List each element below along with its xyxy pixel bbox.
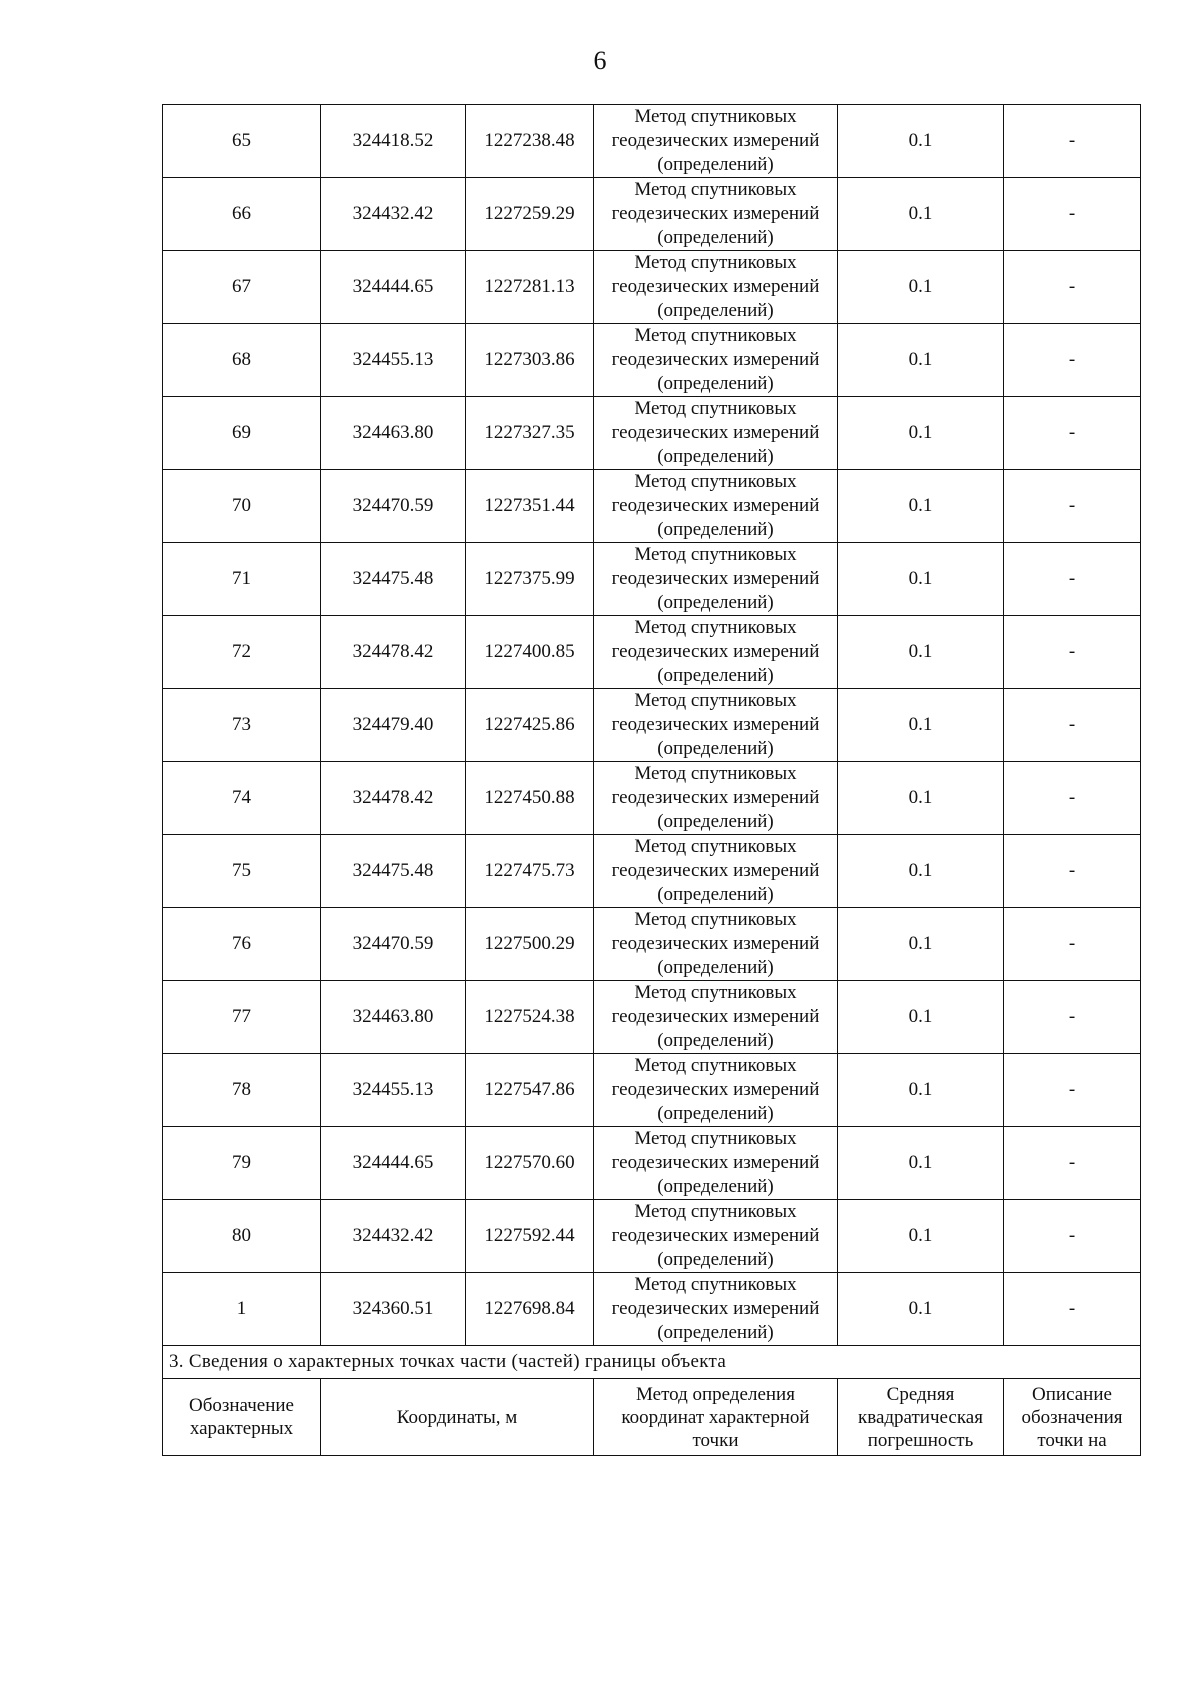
error-cell: 0.1 xyxy=(838,251,1004,324)
table-row xyxy=(163,762,1141,835)
error-cell: 0.1 xyxy=(838,397,1004,470)
method-cell xyxy=(594,251,838,324)
y-coordinate-cell: 1227425.86 xyxy=(466,689,594,762)
method-cell xyxy=(594,616,838,689)
header-coordinates: Координаты, м xyxy=(321,1379,594,1456)
method-line: Метод спутниковых xyxy=(634,763,797,784)
method-cell xyxy=(594,543,838,616)
point-cell: 76 xyxy=(163,908,321,981)
error-cell: 0.1 xyxy=(838,1200,1004,1273)
method-cell xyxy=(594,324,838,397)
error-cell: 0.1 xyxy=(838,543,1004,616)
description-cell: - xyxy=(1004,178,1141,251)
description-cell: - xyxy=(1004,543,1141,616)
description-cell: - xyxy=(1004,1200,1141,1273)
method-line: геодезических измерений xyxy=(611,860,820,881)
error-cell: 0.1 xyxy=(838,1054,1004,1127)
table-row xyxy=(163,689,1141,762)
y-coordinate-cell: 1227400.85 xyxy=(466,616,594,689)
description-cell: - xyxy=(1004,470,1141,543)
y-coordinate-cell: 1227500.29 xyxy=(466,908,594,981)
y-coordinate-cell: 1227375.99 xyxy=(466,543,594,616)
error-cell: 0.1 xyxy=(838,470,1004,543)
method-line: геодезических измерений xyxy=(611,568,820,589)
table-row xyxy=(163,1273,1141,1346)
table-row xyxy=(163,397,1141,470)
method-line: Метод спутниковых xyxy=(634,836,797,857)
error-cell: 0.1 xyxy=(838,835,1004,908)
method-line: геодезических измерений xyxy=(611,495,820,516)
x-coordinate-cell: 324470.59 xyxy=(321,470,466,543)
method-line: геодезических измерений xyxy=(611,422,820,443)
method-line: (определений) xyxy=(657,665,774,686)
description-cell: - xyxy=(1004,908,1141,981)
table-row xyxy=(163,324,1141,397)
section3-header-row xyxy=(163,1379,1141,1456)
table-row xyxy=(163,543,1141,616)
header-description xyxy=(1004,1379,1141,1456)
y-coordinate-cell: 1227238.48 xyxy=(466,105,594,178)
description-cell: - xyxy=(1004,762,1141,835)
x-coordinate-cell: 324475.48 xyxy=(321,543,466,616)
x-coordinate-cell: 324463.80 xyxy=(321,981,466,1054)
description-cell: - xyxy=(1004,397,1141,470)
error-cell: 0.1 xyxy=(838,762,1004,835)
method-cell xyxy=(594,689,838,762)
x-coordinate-cell: 324470.59 xyxy=(321,908,466,981)
method-line: геодезических измерений xyxy=(611,714,820,735)
method-line: Метод спутниковых xyxy=(634,617,797,638)
header-designation xyxy=(163,1379,321,1456)
method-line: Метод спутниковых xyxy=(634,398,797,419)
method-line: (определений) xyxy=(657,227,774,248)
x-coordinate-cell: 324444.65 xyxy=(321,251,466,324)
point-cell: 1 xyxy=(163,1273,321,1346)
method-cell xyxy=(594,1054,838,1127)
y-coordinate-cell: 1227524.38 xyxy=(466,981,594,1054)
point-cell: 73 xyxy=(163,689,321,762)
point-cell: 67 xyxy=(163,251,321,324)
header-description-line: точки на xyxy=(1037,1429,1107,1451)
error-cell: 0.1 xyxy=(838,981,1004,1054)
method-line: (определений) xyxy=(657,1103,774,1124)
y-coordinate-cell: 1227281.13 xyxy=(466,251,594,324)
method-line: геодезических измерений xyxy=(611,1225,820,1246)
y-coordinate-cell: 1227592.44 xyxy=(466,1200,594,1273)
header-error-line: Средняя xyxy=(886,1383,955,1405)
method-cell xyxy=(594,762,838,835)
point-cell: 79 xyxy=(163,1127,321,1200)
method-line: (определений) xyxy=(657,300,774,321)
method-cell xyxy=(594,835,838,908)
method-line: Метод спутниковых xyxy=(634,325,797,346)
x-coordinate-cell: 324479.40 xyxy=(321,689,466,762)
method-line: (определений) xyxy=(657,957,774,978)
error-cell: 0.1 xyxy=(838,1127,1004,1200)
x-coordinate-cell: 324478.42 xyxy=(321,616,466,689)
method-line: (определений) xyxy=(657,884,774,905)
method-cell xyxy=(594,470,838,543)
method-line: Метод спутниковых xyxy=(634,1201,797,1222)
header-error-line: квадратическая xyxy=(858,1406,983,1428)
point-cell: 71 xyxy=(163,543,321,616)
point-cell: 74 xyxy=(163,762,321,835)
point-cell: 77 xyxy=(163,981,321,1054)
method-cell xyxy=(594,908,838,981)
method-line: Метод спутниковых xyxy=(634,1128,797,1149)
y-coordinate-cell: 1227450.88 xyxy=(466,762,594,835)
error-cell: 0.1 xyxy=(838,105,1004,178)
method-line: геодезических измерений xyxy=(611,349,820,370)
table-row xyxy=(163,178,1141,251)
method-line: геодезических измерений xyxy=(611,203,820,224)
x-coordinate-cell: 324418.52 xyxy=(321,105,466,178)
point-cell: 78 xyxy=(163,1054,321,1127)
table-row xyxy=(163,835,1141,908)
method-line: геодезических измерений xyxy=(611,1006,820,1027)
error-cell: 0.1 xyxy=(838,689,1004,762)
table-row xyxy=(163,470,1141,543)
point-cell: 75 xyxy=(163,835,321,908)
table-row xyxy=(163,105,1141,178)
header-method-line: точки xyxy=(692,1429,739,1451)
method-cell xyxy=(594,1273,838,1346)
error-cell: 0.1 xyxy=(838,178,1004,251)
table-row xyxy=(163,616,1141,689)
description-cell: - xyxy=(1004,1127,1141,1200)
method-line: Метод спутниковых xyxy=(634,909,797,930)
description-cell: - xyxy=(1004,981,1141,1054)
x-coordinate-cell: 324463.80 xyxy=(321,397,466,470)
point-cell: 70 xyxy=(163,470,321,543)
method-line: геодезических измерений xyxy=(611,276,820,297)
method-line: Метод спутниковых xyxy=(634,106,797,127)
method-line: Метод спутниковых xyxy=(634,690,797,711)
header-designation-line: Обозначение xyxy=(189,1395,294,1416)
method-line: Метод спутниковых xyxy=(634,471,797,492)
table-body xyxy=(163,105,1141,1346)
x-coordinate-cell: 324360.51 xyxy=(321,1273,466,1346)
point-cell: 68 xyxy=(163,324,321,397)
point-cell: 72 xyxy=(163,616,321,689)
section3-title: 3. Сведения о характерных точках части (частей) границы объекта xyxy=(163,1346,1141,1379)
table-row xyxy=(163,1054,1141,1127)
method-cell xyxy=(594,1127,838,1200)
x-coordinate-cell: 324444.65 xyxy=(321,1127,466,1200)
description-cell: - xyxy=(1004,1054,1141,1127)
method-line: (определений) xyxy=(657,519,774,540)
header-designation-line: характерных xyxy=(189,1418,294,1439)
x-coordinate-cell: 324455.13 xyxy=(321,324,466,397)
x-coordinate-cell: 324475.48 xyxy=(321,835,466,908)
y-coordinate-cell: 1227259.29 xyxy=(466,178,594,251)
method-line: Метод спутниковых xyxy=(634,179,797,200)
y-coordinate-cell: 1227547.86 xyxy=(466,1054,594,1127)
header-method xyxy=(594,1379,838,1456)
method-line: (определений) xyxy=(657,1030,774,1051)
method-line: геодезических измерений xyxy=(611,933,820,954)
method-line: (определений) xyxy=(657,1176,774,1197)
description-cell: - xyxy=(1004,616,1141,689)
method-line: (определений) xyxy=(657,1249,774,1270)
description-cell: - xyxy=(1004,1273,1141,1346)
method-cell xyxy=(594,397,838,470)
method-cell xyxy=(594,178,838,251)
table-row xyxy=(163,1127,1141,1200)
section3-block xyxy=(163,1346,1141,1456)
table-row xyxy=(163,908,1141,981)
table-row xyxy=(163,981,1141,1054)
method-cell xyxy=(594,105,838,178)
x-coordinate-cell: 324455.13 xyxy=(321,1054,466,1127)
description-cell: - xyxy=(1004,105,1141,178)
header-description-line: Описание xyxy=(1032,1383,1112,1405)
method-line: (определений) xyxy=(657,592,774,613)
header-method-line: Метод определения xyxy=(636,1383,795,1405)
x-coordinate-cell: 324432.42 xyxy=(321,178,466,251)
method-line: (определений) xyxy=(657,373,774,394)
method-line: (определений) xyxy=(657,738,774,759)
method-line: Метод спутниковых xyxy=(634,1055,797,1076)
header-method-line: координат характерной xyxy=(621,1406,810,1428)
error-cell: 0.1 xyxy=(838,908,1004,981)
method-line: геодезических измерений xyxy=(611,1298,820,1319)
method-line: Метод спутниковых xyxy=(634,544,797,565)
method-cell xyxy=(594,1200,838,1273)
point-cell: 66 xyxy=(163,178,321,251)
method-line: геодезических измерений xyxy=(611,1152,820,1173)
y-coordinate-cell: 1227303.86 xyxy=(466,324,594,397)
point-cell: 65 xyxy=(163,105,321,178)
description-cell: - xyxy=(1004,251,1141,324)
method-line: геодезических измерений xyxy=(611,1079,820,1100)
y-coordinate-cell: 1227475.73 xyxy=(466,835,594,908)
description-cell: - xyxy=(1004,689,1141,762)
y-coordinate-cell: 1227698.84 xyxy=(466,1273,594,1346)
page-number: 6 xyxy=(593,46,607,75)
error-cell: 0.1 xyxy=(838,1273,1004,1346)
description-cell: - xyxy=(1004,835,1141,908)
y-coordinate-cell: 1227351.44 xyxy=(466,470,594,543)
point-cell: 69 xyxy=(163,397,321,470)
method-cell xyxy=(594,981,838,1054)
error-cell: 0.1 xyxy=(838,324,1004,397)
y-coordinate-cell: 1227327.35 xyxy=(466,397,594,470)
header-error-line: погрешность xyxy=(867,1429,974,1451)
error-cell: 0.1 xyxy=(838,616,1004,689)
method-line: геодезических измерений xyxy=(611,641,820,662)
y-coordinate-cell: 1227570.60 xyxy=(466,1127,594,1200)
method-line: (определений) xyxy=(657,154,774,175)
section3-title-row xyxy=(163,1346,1141,1379)
coordinates-table xyxy=(162,104,1141,1456)
table-row xyxy=(163,251,1141,324)
x-coordinate-cell: 324432.42 xyxy=(321,1200,466,1273)
method-line: Метод спутниковых xyxy=(634,252,797,273)
point-cell: 80 xyxy=(163,1200,321,1273)
x-coordinate-cell: 324478.42 xyxy=(321,762,466,835)
method-line: Метод спутниковых xyxy=(634,982,797,1003)
header-description-line: обозначения xyxy=(1021,1406,1123,1428)
method-line: геодезических измерений xyxy=(611,787,820,808)
method-line: геодезических измерений xyxy=(611,130,820,151)
method-line: (определений) xyxy=(657,811,774,832)
table-row xyxy=(163,1200,1141,1273)
header-error xyxy=(838,1379,1004,1456)
method-line: (определений) xyxy=(657,446,774,467)
method-line: Метод спутниковых xyxy=(634,1274,797,1295)
method-line: (определений) xyxy=(657,1322,774,1343)
description-cell: - xyxy=(1004,324,1141,397)
